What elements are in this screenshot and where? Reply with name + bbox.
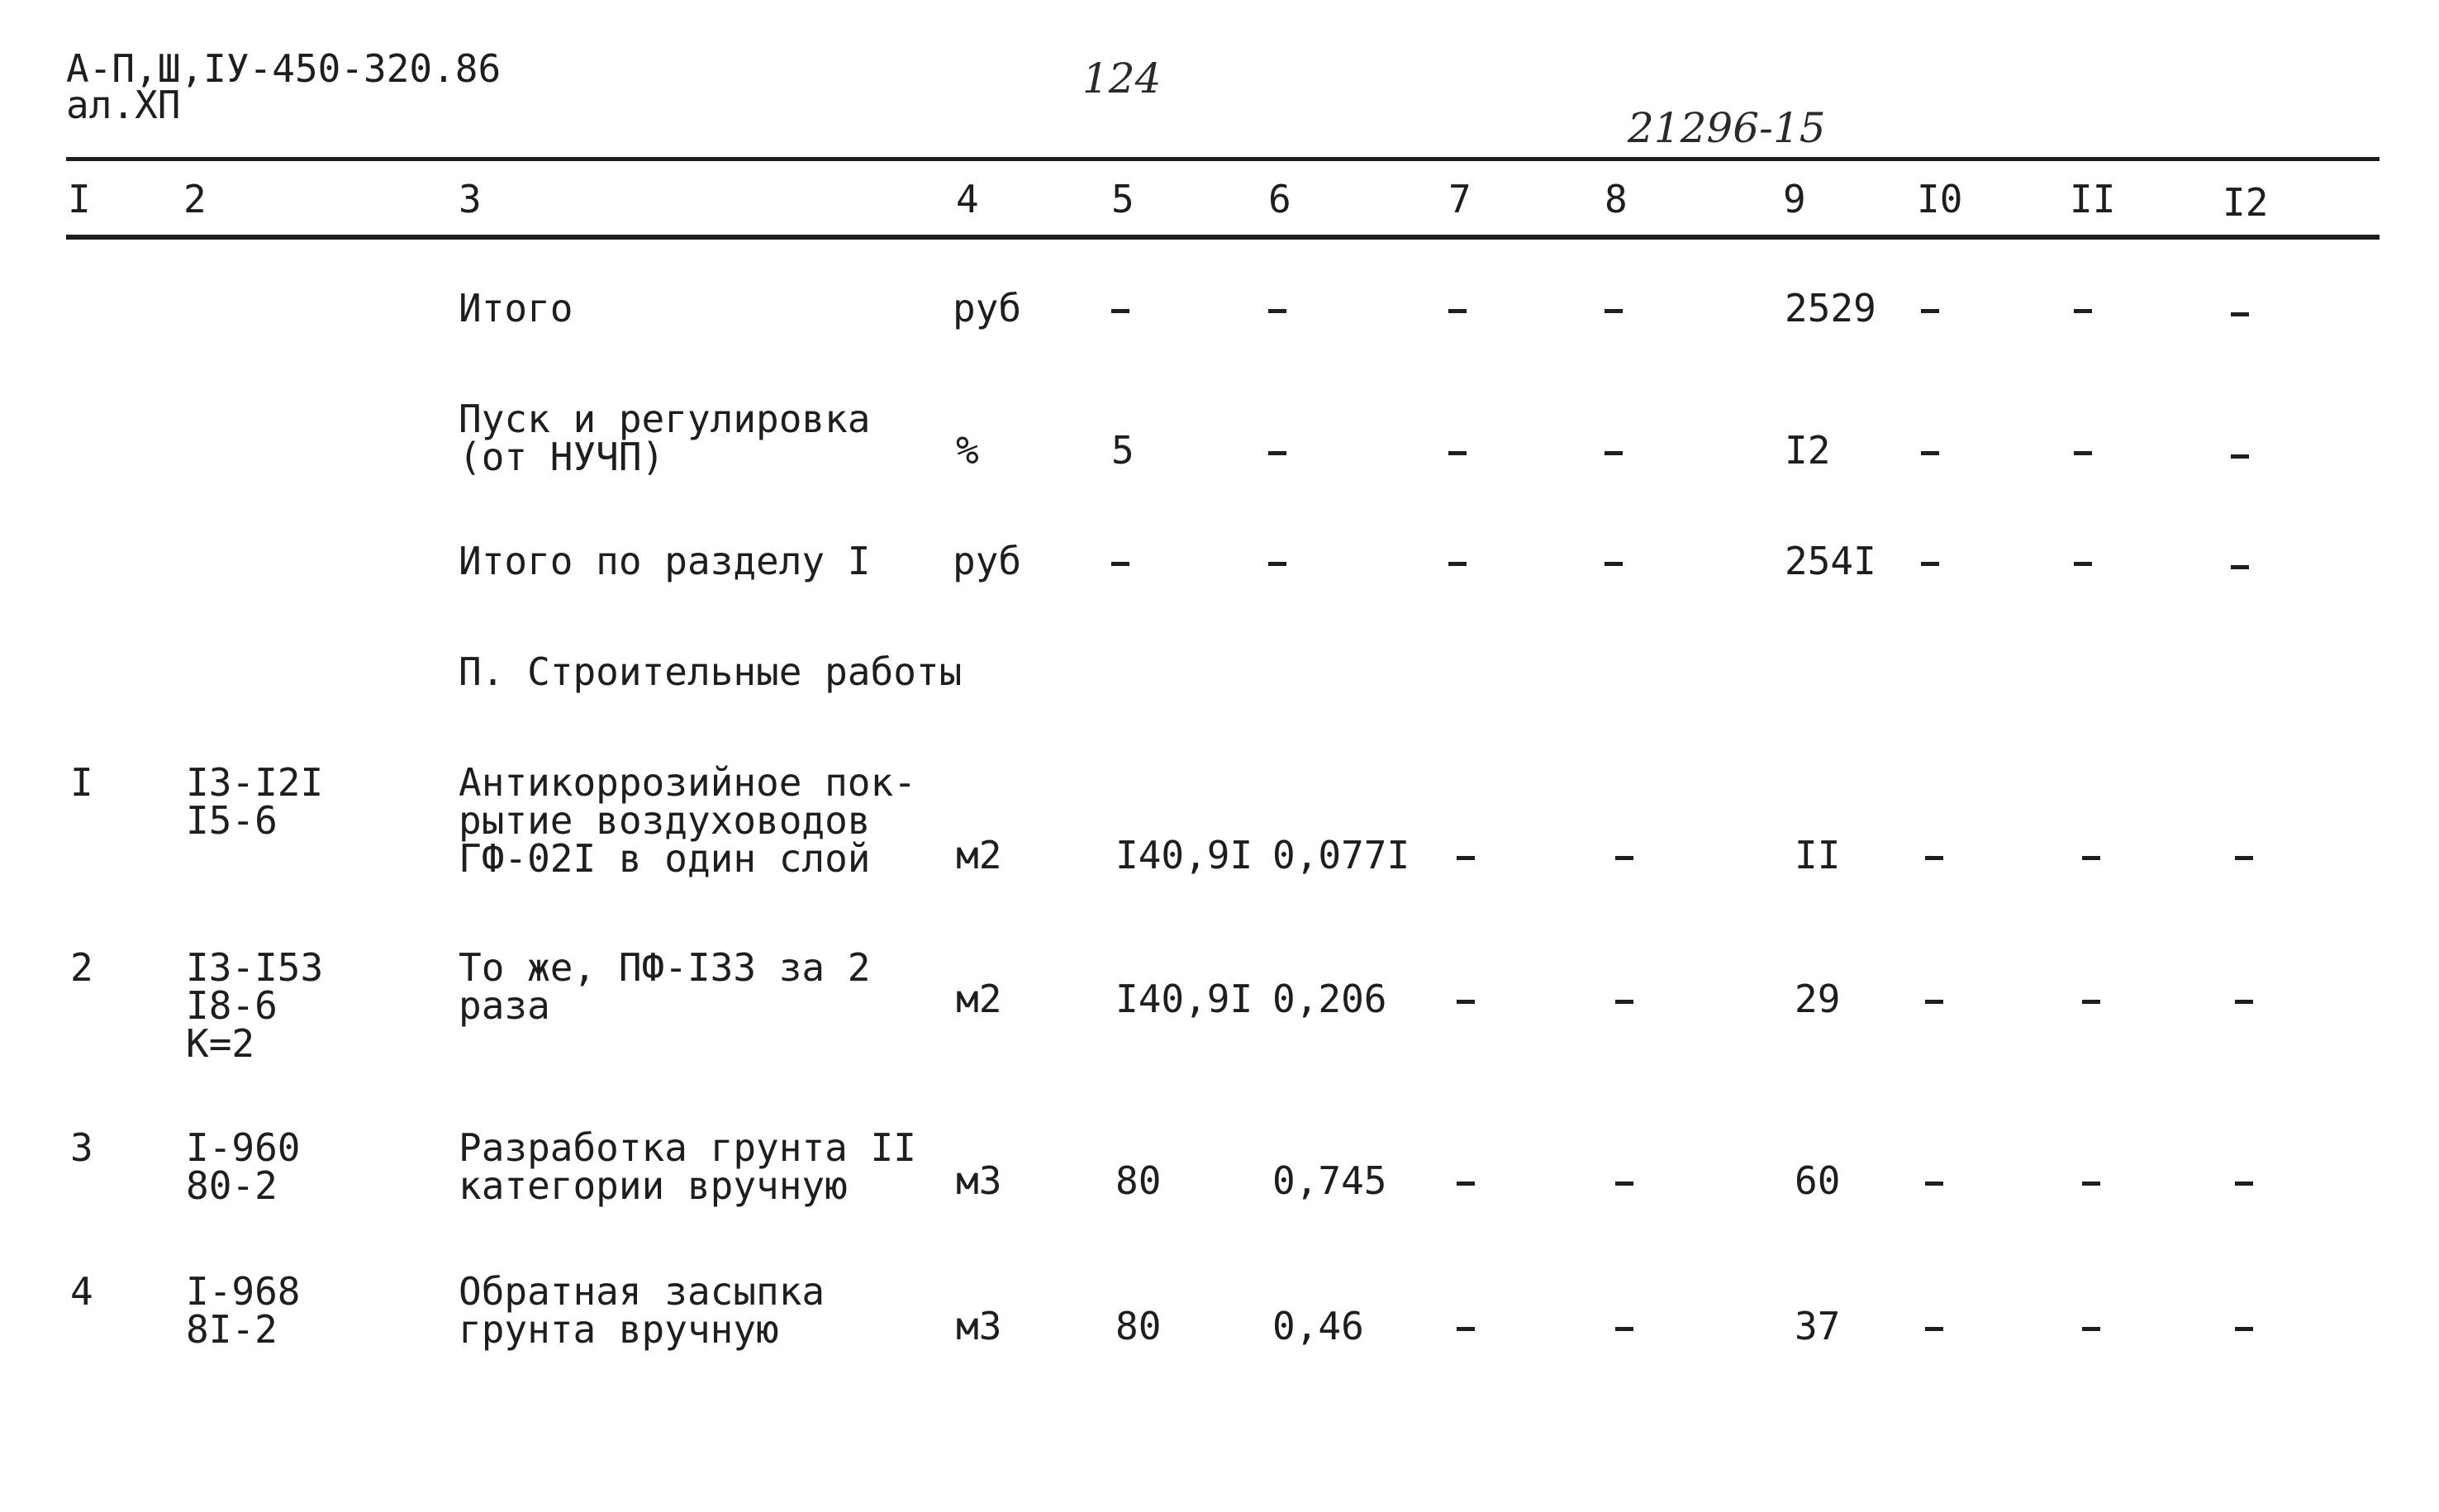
empty-cell-dash bbox=[1457, 856, 1475, 860]
column-header: 7 bbox=[1448, 177, 1471, 221]
row-unit: руб bbox=[953, 286, 1022, 330]
item-quantity: 80 bbox=[1115, 1304, 1162, 1348]
item-unit: м3 bbox=[956, 1158, 1002, 1203]
column-header: 2 bbox=[183, 177, 207, 221]
row-rate: 5 bbox=[1111, 428, 1134, 473]
empty-cell-dash bbox=[1268, 451, 1286, 455]
empty-cell-dash bbox=[1111, 562, 1129, 566]
empty-cell-dash bbox=[1921, 562, 1939, 566]
column-header: I bbox=[68, 177, 91, 221]
empty-cell-dash bbox=[2074, 309, 2092, 313]
row-unit: % bbox=[956, 428, 979, 473]
row-cost: I2 bbox=[1785, 428, 1831, 473]
empty-cell-dash bbox=[2235, 1182, 2253, 1186]
item-name: То же, ПФ-I33 за 2 раза bbox=[459, 945, 871, 1028]
item-rate: 0,206 bbox=[1272, 977, 1387, 1021]
column-header: I2 bbox=[2223, 180, 2269, 225]
row-cost: 254I bbox=[1785, 539, 1876, 583]
document-album: ал.ХП bbox=[66, 83, 181, 127]
empty-cell-dash bbox=[1457, 1000, 1475, 1004]
column-header: 9 bbox=[1783, 177, 1806, 221]
empty-cell-dash bbox=[1448, 562, 1467, 566]
empty-cell-dash bbox=[1457, 1182, 1475, 1186]
item-rate: 0,46 bbox=[1272, 1304, 1364, 1348]
empty-cell-dash bbox=[2231, 565, 2249, 569]
empty-cell-dash bbox=[2082, 1327, 2100, 1331]
empty-cell-dash bbox=[2231, 454, 2249, 459]
column-header: 5 bbox=[1111, 177, 1134, 221]
item-unit: м3 bbox=[956, 1304, 1002, 1348]
empty-cell-dash bbox=[1448, 309, 1467, 313]
item-number: 2 bbox=[70, 945, 93, 990]
item-quantity: I40,9I bbox=[1115, 977, 1253, 1021]
item-rate: 0,077I bbox=[1272, 833, 1410, 877]
section-heading: П. Строительные работы bbox=[459, 649, 963, 694]
item-name: Разработка грунта II категории вручную bbox=[459, 1125, 916, 1208]
empty-cell-dash bbox=[1268, 562, 1286, 566]
row-name: Пуск и регулировка (от НУЧП) bbox=[459, 397, 871, 479]
column-header: 4 bbox=[956, 177, 979, 221]
item-quantity: 80 bbox=[1115, 1158, 1162, 1203]
empty-cell-dash bbox=[1605, 451, 1623, 455]
column-header: 6 bbox=[1268, 177, 1291, 221]
row-unit: руб bbox=[953, 539, 1022, 583]
empty-cell-dash bbox=[1448, 451, 1467, 455]
empty-cell-dash bbox=[1925, 856, 1943, 860]
empty-cell-dash bbox=[1615, 1327, 1633, 1331]
column-header: I0 bbox=[1917, 177, 1963, 221]
item-unit: м2 bbox=[956, 833, 1002, 877]
item-number: 4 bbox=[70, 1269, 93, 1314]
empty-cell-dash bbox=[1605, 562, 1623, 566]
archive-number: 21296-15 bbox=[1628, 104, 1826, 152]
empty-cell-dash bbox=[1605, 309, 1623, 313]
item-cost: II bbox=[1795, 833, 1841, 877]
item-code: I-960 80-2 bbox=[186, 1125, 301, 1208]
empty-cell-dash bbox=[2235, 1000, 2253, 1004]
empty-cell-dash bbox=[1921, 451, 1939, 455]
item-name: Антикоррозийное пок- рытие воздуховодов ГФ-02I в один слой bbox=[459, 760, 916, 881]
item-unit: м2 bbox=[956, 977, 1002, 1021]
item-number: I bbox=[70, 760, 93, 805]
column-header: II bbox=[2070, 177, 2116, 221]
empty-cell-dash bbox=[1925, 1000, 1943, 1004]
item-code: I3-I2I I5-6 bbox=[186, 760, 324, 843]
empty-cell-dash bbox=[1615, 1182, 1633, 1186]
row-name: Итого bbox=[459, 286, 573, 330]
empty-cell-dash bbox=[1925, 1327, 1943, 1331]
row-cost: 2529 bbox=[1785, 286, 1876, 330]
empty-cell-dash bbox=[2231, 312, 2249, 316]
item-rate: 0,745 bbox=[1272, 1158, 1387, 1203]
empty-cell-dash bbox=[1615, 1000, 1633, 1004]
item-code: I3-I53 I8-6 К=2 bbox=[186, 945, 324, 1066]
empty-cell-dash bbox=[1268, 309, 1286, 313]
item-code: I-968 8I-2 bbox=[186, 1269, 301, 1352]
empty-cell-dash bbox=[2235, 856, 2253, 860]
item-name: Обратная засыпка грунта вручную bbox=[459, 1269, 825, 1352]
column-header: 3 bbox=[459, 177, 482, 221]
item-cost: 60 bbox=[1795, 1158, 1841, 1203]
empty-cell-dash bbox=[2082, 1000, 2100, 1004]
item-cost: 37 bbox=[1795, 1304, 1841, 1348]
column-header: 8 bbox=[1605, 177, 1628, 221]
empty-cell-dash bbox=[1457, 1327, 1475, 1331]
row-name: Итого по разделу I bbox=[459, 539, 871, 583]
empty-cell-dash bbox=[1925, 1182, 1943, 1186]
empty-cell-dash bbox=[1111, 309, 1129, 313]
empty-cell-dash bbox=[1921, 309, 1939, 313]
empty-cell-dash bbox=[2082, 856, 2100, 860]
page-number: 124 bbox=[1082, 55, 1162, 102]
item-number: 3 bbox=[70, 1125, 93, 1170]
empty-cell-dash bbox=[2074, 451, 2092, 455]
empty-cell-dash bbox=[2074, 562, 2092, 566]
header-bottom-rule bbox=[66, 235, 2380, 240]
item-quantity: I40,9I bbox=[1115, 833, 1253, 877]
empty-cell-dash bbox=[2082, 1182, 2100, 1186]
empty-cell-dash bbox=[2235, 1327, 2253, 1331]
empty-cell-dash bbox=[1615, 856, 1633, 860]
document-code: А-П,Ш,IУ-450-320.86 bbox=[66, 46, 502, 91]
top-rule bbox=[66, 157, 2380, 161]
item-cost: 29 bbox=[1795, 977, 1841, 1021]
